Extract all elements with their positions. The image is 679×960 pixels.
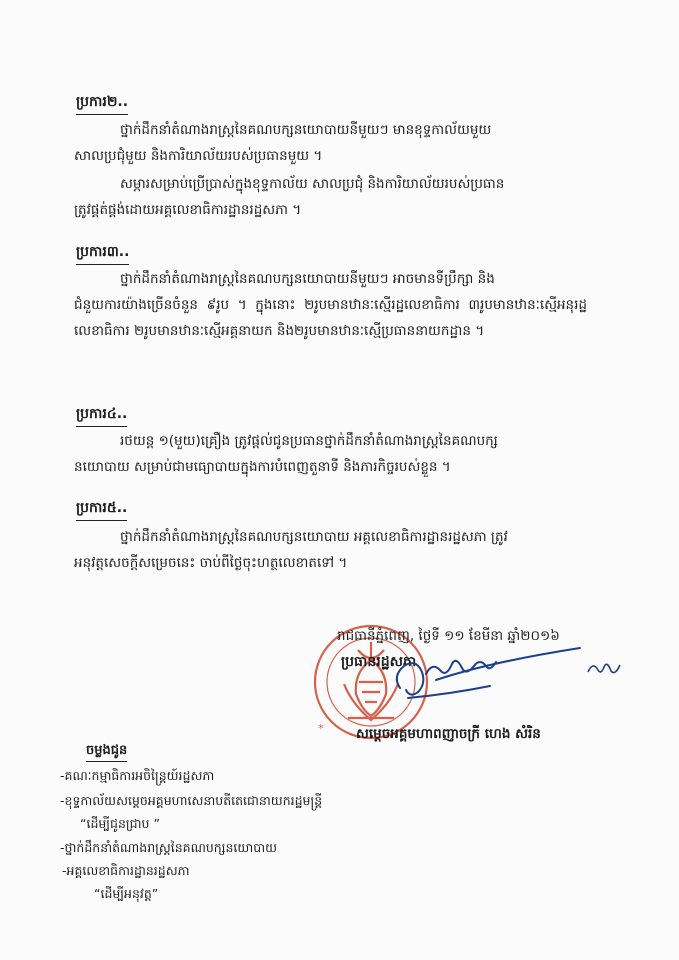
article-5-paragraph-1 xyxy=(74,524,587,576)
distribution-item: -អគ្គលេខាធិការដ្ឋានរដ្ឋសភា xyxy=(62,863,190,878)
article-5-p1-rest: អនុវត្តសេចក្តីសម្រេចនេះ ចាប់ពីថ្ងៃចុះហត្ថលេខាតទៅ ។ xyxy=(74,555,348,571)
distribution-note: “ដើម្បីអនុវត្ត” xyxy=(94,886,159,901)
distribution-item: -ថ្នាក់ដឹកនាំតំណាងរាស្ត្រនៃគណបក្សនយោបាយ xyxy=(60,840,278,855)
signature-place-date: រាជធានីភ្នំពេញ, ថ្ងៃទី ១១ ខែមីនា ឆ្នាំ២០១៦ xyxy=(337,628,560,644)
distribution-item: -ខុទ្ទកាល័យសម្តេចអគ្គមហាសេនាបតីតេជោនាយករដ្ឋមន្ត្រី xyxy=(60,793,323,808)
distribution-heading: ចម្លងជូន xyxy=(86,742,127,762)
article-2-paragraph-2 xyxy=(74,171,587,223)
article-3-heading: ប្រការ៣.. xyxy=(76,242,129,265)
svg-text:*: * xyxy=(318,722,324,735)
article-4-p1-line1: រថយន្ត ១(មួយ)គ្រឿង ត្រូវផ្តល់ជូនប្រធានថ្នាក់ដឹកនាំតំណាងរាស្ត្រនៃគណបក្ស xyxy=(120,433,498,449)
article-5-heading: ប្រការ៥.. xyxy=(76,498,127,521)
handwritten-signature-icon xyxy=(370,636,610,716)
article-5-p1-line1: ថ្នាក់ដឹកនាំតំណាងរាស្ត្រនៃគណបក្សនយោបាយ អគ្គលេខាធិការដ្ឋានរដ្ឋសភា ត្រូវ xyxy=(120,529,508,545)
article-2-heading: ប្រការ២.. xyxy=(76,92,128,115)
article-4-heading: ប្រការ៤.. xyxy=(76,404,127,427)
article-2-paragraph-1 xyxy=(74,117,587,169)
article-2-p1-line1: ថ្នាក់ដឹកនាំតំណាងរាស្ត្រនៃគណបក្សនយោបាយនីមួយៗ មានខុទ្ទកាល័យមួយ xyxy=(120,122,492,138)
article-3-p1-rest: ជំនួយការយ៉ាងច្រើនចំនួន ៩រូប ។ ក្នុងនោះ ២រូបមានឋានៈស្មើរដ្ឋលេខាធិការ ៣រូបមានឋានៈស្មើអនុរដ្ឋលេខាធិការ ២រូបមានឋានៈស្មើអគ្គនាយក និង២រូបមានឋានៈស្មើប្រធាននាយកដ្ឋាន ។ xyxy=(74,297,587,339)
article-2-p1-rest: សាលប្រជុំមួយ និងការិយាល័យរបស់ប្រធានមួយ ។ xyxy=(74,148,323,164)
article-4-paragraph-1 xyxy=(74,428,587,480)
article-3-paragraph-1 xyxy=(74,266,587,344)
distribution-item: -គណៈកម្មាធិការអចិន្ត្រៃយ៍រដ្ឋសភា xyxy=(60,768,215,783)
article-2-p2-line1: សម្ភារសម្រាប់ប្រើប្រាស់ក្នុងខុទ្ទកាល័យ សាលប្រជុំ និងការិយាល័យរបស់ប្រធាន xyxy=(120,176,505,192)
article-2-p2-rest: ត្រូវផ្គត់ផ្គង់ដោយអគ្គលេខាធិការដ្ឋានរដ្ឋសភា ។ xyxy=(74,202,302,218)
signatory-name: សម្តេចអគ្គមហាពញាចក្រី ហេង សំរិន xyxy=(356,726,541,742)
article-4-p1-rest: នយោបាយ សម្រាប់ជាមធ្យោបាយក្នុងការបំពេញតួនាទី និងភារកិច្ចរបស់ខ្លួន ។ xyxy=(74,459,451,475)
distribution-note: “ដើម្បីជូនជ្រាប ” xyxy=(80,816,160,831)
signature-title: ប្រធានរដ្ឋសភា xyxy=(341,654,417,670)
article-3-p1-line1: ថ្នាក់ដឹកនាំតំណាងរាស្ត្រនៃគណបក្សនយោបាយនីមួយៗ អាចមានទីប្រឹក្សា និង xyxy=(120,271,495,287)
